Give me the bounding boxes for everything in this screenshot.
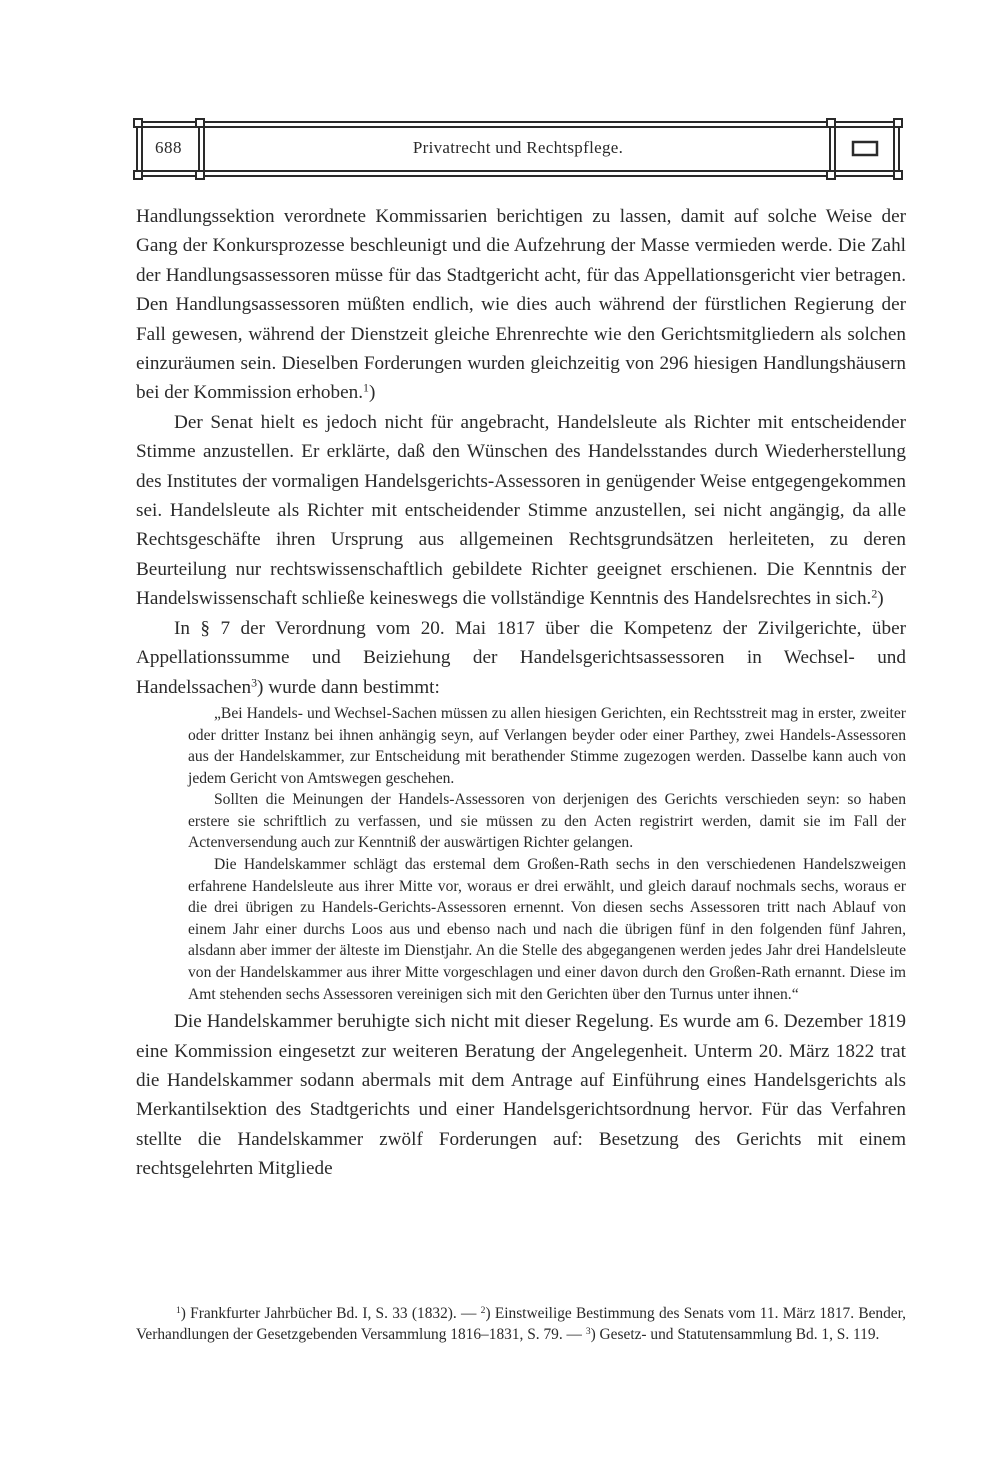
footnote-block bbox=[136, 1303, 906, 1345]
running-title: Privatrecht und Rechtspflege. bbox=[412, 138, 624, 157]
quote-paragraph-1: „Bei Handels- und Wechsel-Sachen müssen zu allen hiesigen Gerichten, ein Rechtsstreit mag in erster, zweiter oder dritter Instanz bei ihnen anhängig seyn, auf Verlangen beyder oder einer Parthey, zwei Handels-Assessoren aus der Handelskammer, zur Entscheidung mit berathender Stimme zugezogen werden. Dasselbe kann auch von jedem Gericht von Amtswegen geschehen. bbox=[188, 704, 906, 787]
paragraph-1-text: Handlungssektion verordnete Kommissarien berichtigen zu lassen, damit auf solche Weise der Gang der Konkursprozesse beschleunigt und die Aufzehrung der Masse vermieden werde. Die Zahl der Handlungsassessoren müsse für das Stadtgericht acht, für das Appellationsgericht vier betragen. Den Handlungsassessoren müßten endlich, wie dies auch während der fürstlichen Regierung der Fall gewesen, während der Dienstzeit gleiche Ehrenrechte wie den Gerichtsmitgliedern als solchen einzuräumen sein. Dieselben Forderungen wurden gleichzeitig von 296 hiesigen Handlungshäusern bei der Kommission erhoben. bbox=[136, 206, 906, 404]
footnote-1: ) Frankfurter Jahrbücher Bd. I, S. 33 (1832). — bbox=[180, 1305, 481, 1322]
paragraph-2-text: Der Senat hielt es jedoch nicht für angebracht, Handelsleute als Richter mit entscheidender Stimme anzustellen. Er erklärte, daß den Wünschen des Handelsstandes durch Wiederherstellung des Institutes der vormaligen Handelsgerichts-Assessoren in genügender Weise entgegengekommen sei. Handelsleute als Richter mit entscheidender Stimme anzustellen, sei nicht angängig, da alle Rechtsgeschäfte ihren Ursprung aus allgemeinen Rechtsgrundsätzen herleiteten, zu deren Beurteilung nur rechtswissenschaftlich gebildete Richter geeignet erschienen. Die Kenntnis der Handelswissenschaft schließe keineswegs die vollständige Kenntnis des Handelsrechtes in sich. bbox=[136, 411, 906, 610]
paragraph-1 bbox=[136, 202, 906, 408]
quote-paragraph-2: Sollten die Meinungen der Handels-Assessoren von derjenigen des Gerichts verschieden seyn: so haben erstere sie schriftlich zu verfassen, und sie müssen zu den Acten registrirt werden, damit sie im Fall der Actenversendung auch zur Kenntniß der auswärtigen Richter gelangen. bbox=[188, 791, 906, 852]
page-number: 688 bbox=[155, 138, 182, 157]
main-text bbox=[136, 202, 906, 1184]
footnotes bbox=[136, 1303, 906, 1345]
paragraph-2-end: ) bbox=[877, 588, 884, 610]
quoted-ordinance bbox=[188, 703, 906, 1005]
paragraph-2 bbox=[136, 408, 906, 614]
footnote-mark-2: 2 bbox=[480, 1304, 486, 1316]
paragraph-3-end: ) wurde dann bestimmt: bbox=[257, 676, 440, 698]
paragraph-4: Die Handelskammer beruhigte sich nicht mit dieser Regelung. Es wurde am 6. Dezember 1819 eine Kommission eingesetzt zur weiteren Beratung der Angelegenheit. Unterm 20. März 1822 trat die Handelskammer sodann abermals mit dem Antrage auf Einführung eines Handelsgerichts als Merkantilsektion des Stadtgerichts und einer Handelsgerichtsordnung hervor. Für das Verfahren stellte die Handelskammer zwölf Forderungen auf: Besetzung des Gerichts mit einem rechtsgelehrten Mitgliede bbox=[136, 1011, 906, 1180]
paragraph-3-text: In § 7 der Verordnung vom 20. Mai 1817 über die Kompetenz der Zivilgerichte, über Appellationssumme und Beiziehung der Handelsgerichtsassessoren in Wechsel- und Handelssachen bbox=[136, 617, 906, 698]
footnote-mark-1: 1 bbox=[176, 1304, 181, 1316]
paragraph-3 bbox=[136, 614, 906, 702]
footnote-3: ) Gesetz- und Statutensammlung Bd. 1, S. 119. bbox=[590, 1326, 880, 1343]
footnote-ref-2: 2 bbox=[871, 586, 878, 601]
footnote-2: ) Einstweilige Bestimmung des Senats vom 11. März 1817. Bender, Verhandlungen der Gesetzgebenden Versammlung 1816–1831, S. 79. — bbox=[136, 1305, 906, 1343]
footnote-ref-3: 3 bbox=[251, 674, 258, 689]
footnote-mark-3: 3 bbox=[585, 1325, 591, 1337]
paragraph-1-end: ) bbox=[368, 382, 376, 404]
footnote-ref-1: 1 bbox=[363, 380, 369, 395]
quote-paragraph-3: Die Handelskammer schlägt das erstemal dem Großen-Rath sechs in den verschiedenen Handelszweigen erfahrene Handelsleute aus ihrer Mitte vor, woraus er drei erwählt, und gleich darauf nochmals sechs, woraus er die drei übrigen zu Handels-Gerichts-Assessoren ernennt. Von diesen sechs Assessoren tritt nach Ablauf von einem Jahr einer durchs Loos aus und ebenso nach und nach die übrigen fünf in den folgenden fünf Jahren, alsdann aber immer der älteste im Dienstjahr. An die Stelle des abgegangenen werden jedes Jahr drei Handelsleute von der Handelskammer aus ihrer Mitte vorgeschlagen und einer davon durch den Großen-Rath ernannt. Diese im Amt stehenden sechs Assessoren vereinigen sich mit den Gerichten über den Turnus unter ihnen.“ bbox=[188, 856, 906, 1003]
page-header bbox=[133, 118, 903, 180]
